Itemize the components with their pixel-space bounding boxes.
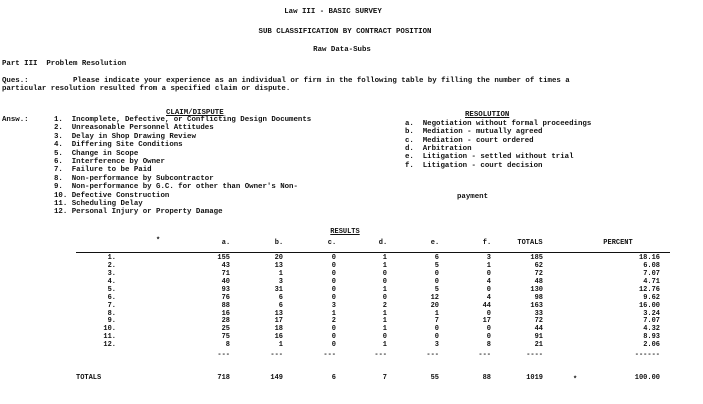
table-cell: 72	[534, 317, 543, 326]
resolution-item: d. Arbitration	[405, 144, 472, 153]
table-cell: 155	[217, 254, 230, 262]
table-cell: 40	[221, 277, 230, 286]
table-cell: 7	[434, 317, 439, 326]
table-cell: 3	[434, 341, 439, 350]
totals-cell: 1019	[526, 374, 543, 382]
table-cell: 7.07	[643, 317, 660, 326]
table-cell: 20	[274, 254, 283, 262]
row-label: 10.	[103, 325, 116, 334]
table-cell: 91	[534, 333, 543, 342]
table-cell: 0	[331, 293, 336, 302]
table-cell: 0	[331, 325, 336, 334]
claim-item: 7. Failure to be Paid	[54, 166, 152, 175]
table-cell: 71	[221, 269, 230, 278]
table-cell: 1	[382, 325, 387, 334]
table-cell: 4	[486, 277, 491, 286]
table-rule	[76, 252, 670, 253]
column-header: b.	[274, 239, 284, 247]
table-cell: 16	[274, 333, 283, 342]
table-cell: 5	[434, 261, 439, 270]
table-cell: 88	[221, 301, 230, 310]
row-label: 12.	[103, 341, 116, 350]
claim-item: 10. Defective Construction	[54, 191, 170, 200]
table-cell: 0	[486, 309, 491, 318]
table-cell: 76	[221, 293, 230, 302]
column-header: PERCENT	[603, 239, 633, 247]
claim-item: 4. Differing Site Conditions	[54, 141, 183, 150]
answer-label: Answ.:	[2, 116, 29, 124]
row-label: 1.	[107, 254, 116, 262]
totals-cell: 88	[482, 374, 491, 382]
table-cell: 4.71	[643, 277, 660, 286]
table-cell: 0	[486, 269, 491, 278]
column-header: TOTALS	[517, 239, 543, 247]
table-cell: 0	[434, 269, 439, 278]
table-cell: 6.08	[643, 261, 660, 270]
table-cell: 18.16	[638, 254, 660, 262]
table-cell: 43	[221, 261, 230, 270]
dataset-label: Raw Data-Subs	[313, 46, 371, 54]
table-cell: 33	[534, 309, 543, 318]
dash-separator: ---	[478, 351, 491, 360]
table-cell: 7.07	[643, 269, 660, 278]
table-cell: 13	[274, 261, 283, 270]
table-cell: 16	[221, 309, 230, 318]
table-cell: 1	[382, 317, 387, 326]
table-cell: 0	[486, 333, 491, 342]
row-label: 5.	[107, 285, 116, 294]
totals-cell: 718	[217, 374, 230, 382]
table-cell: 6	[278, 301, 283, 310]
totals-cell: 6	[331, 374, 336, 382]
claim-item: 9. Non-performance by G.C. for other than Owner's Non-	[54, 183, 298, 192]
table-cell: 3	[486, 254, 491, 262]
claim-item: 6. Interference by Owner	[54, 158, 165, 166]
claim-item: 3. Delay in Shop Drawing Review	[54, 132, 196, 141]
table-cell: 12.76	[638, 285, 660, 294]
table-cell: 1	[382, 309, 387, 318]
question-line-2: particular resolution resulted from a specified claim or dispute.	[2, 85, 291, 93]
claim-item: 1. Incomplete, Defective, or Conflicting Design Documents	[54, 116, 312, 124]
table-cell: 1	[278, 341, 283, 350]
row-label: 3.	[107, 269, 116, 278]
row-label: 11.	[103, 333, 116, 342]
table-cell: 44	[534, 325, 543, 334]
row-label: 2.	[107, 261, 116, 270]
table-cell: 0	[434, 333, 439, 342]
totals-cell: 149	[270, 374, 283, 382]
row-label: 8.	[107, 309, 116, 318]
table-cell: 1	[278, 269, 283, 278]
question-label: Ques.:	[2, 77, 29, 85]
results-heading: RESULTS	[330, 228, 360, 236]
dash-separator: ---	[323, 351, 336, 360]
table-cell: 0	[382, 269, 387, 278]
table-cell: 2	[331, 317, 336, 326]
table-cell: 6	[434, 254, 439, 262]
dash-separator: ---	[426, 351, 439, 360]
claim-item: 8. Non-performance by Subcontractor	[54, 174, 214, 183]
row-label: 6.	[107, 293, 116, 302]
row-label: 4.	[107, 277, 116, 286]
question-line-1: Please indicate your experience as an individual or firm in the following table by filling the number of times a	[73, 77, 570, 85]
resolution-item: a. Negotiation without formal proceedings	[405, 120, 592, 128]
table-cell: 62	[534, 261, 543, 270]
table-cell: 17	[482, 317, 491, 326]
table-cell: 8.93	[643, 333, 660, 342]
table-cell: 3	[331, 301, 336, 310]
dash-separator: ---	[217, 351, 230, 360]
claim-item: 12. Personal Injury or Property Damage	[54, 208, 223, 217]
table-cell: 185	[530, 254, 543, 262]
table-cell: 20	[430, 301, 439, 310]
table-cell: 0	[382, 293, 387, 302]
column-header: a.	[221, 239, 231, 247]
table-cell: 0	[331, 254, 336, 262]
table-cell: 98	[534, 293, 543, 302]
table-cell: 0	[331, 261, 336, 270]
table-cell: 0	[434, 277, 439, 286]
resolution-item: b. Mediation - mutually agreed	[405, 128, 543, 137]
table-cell: 0	[382, 333, 387, 342]
table-cell: 9.62	[643, 293, 660, 302]
table-cell: 0	[486, 325, 491, 334]
claims-heading: CLAIM/DISPUTE	[166, 109, 224, 117]
table-cell: 0	[331, 341, 336, 350]
table-cell: 0	[486, 285, 491, 294]
table-cell: 44	[482, 301, 491, 310]
totals-cell: 7	[382, 374, 387, 382]
totals-star: *	[573, 376, 578, 384]
table-cell: 8	[486, 341, 491, 350]
table-cell: 163	[530, 301, 543, 310]
table-cell: 3	[278, 277, 283, 286]
table-cell: 13	[274, 309, 283, 318]
table-cell: 1	[382, 285, 387, 294]
table-cell: 6	[278, 293, 283, 302]
totals-cell: 55	[430, 374, 439, 382]
resolution-item: c. Mediation - court ordered	[405, 136, 534, 145]
table-cell: 0	[331, 277, 336, 286]
table-cell: 21	[534, 341, 543, 350]
document-title: Law III - BASIC SURVEY	[284, 8, 382, 16]
claim-item: 2. Unreasonable Personnel Attitudes	[54, 124, 214, 133]
table-cell: 5	[434, 285, 439, 294]
claim-9-continuation: payment	[457, 193, 489, 201]
table-cell: 75	[221, 333, 230, 342]
table-cell: 0	[382, 277, 387, 286]
resolution-item: f. Litigation - court decision	[405, 161, 543, 170]
table-cell: 0	[331, 333, 336, 342]
table-cell: 28	[221, 317, 230, 326]
table-cell: 130	[530, 285, 543, 294]
table-cell: 93	[221, 285, 230, 294]
table-cell: 1	[382, 261, 387, 270]
document-subtitle: SUB CLASSIFICATION BY CONTRACT POSITION	[258, 28, 432, 36]
table-cell: 48	[534, 277, 543, 286]
table-cell: 16.00	[638, 301, 660, 310]
table-cell: 17	[274, 317, 283, 326]
table-cell: 31	[274, 285, 283, 294]
table-cell: 72	[534, 269, 543, 278]
table-cell: 2.06	[643, 341, 660, 350]
table-cell: 12	[430, 293, 439, 302]
claim-item: 5. Change in Scope	[54, 149, 139, 158]
table-cell: 3.24	[643, 309, 660, 318]
totals-label: TOTALS	[76, 374, 102, 382]
dash-separator: ---	[270, 351, 283, 360]
table-cell: 0	[434, 325, 439, 334]
table-cell: 1	[434, 309, 439, 318]
table-cell: 0	[331, 269, 336, 278]
totals-cell: 100.00	[634, 374, 660, 382]
table-cell: 25	[221, 325, 230, 334]
dash-separator: ------	[634, 351, 660, 360]
table-cell: 1	[331, 309, 336, 318]
resolution-item: e. Litigation - settled without trial	[405, 153, 574, 162]
row-label: 7.	[107, 301, 116, 310]
column-header: c.	[327, 239, 337, 247]
dash-separator: ---	[374, 351, 387, 360]
table-cell: 4.32	[643, 325, 660, 334]
table-cell: 18	[274, 325, 283, 334]
column-header: d.	[378, 239, 388, 247]
column-header: f.	[482, 239, 492, 247]
table-cell: 4	[486, 293, 491, 302]
star-marker: *	[156, 237, 161, 245]
table-cell: 8	[225, 341, 230, 350]
part-heading: Part III Problem Resolution	[2, 60, 127, 68]
table-cell: 1	[382, 341, 387, 350]
dash-separator: ----	[526, 351, 543, 360]
claim-item: 11. Scheduling Delay	[54, 200, 143, 208]
table-cell: 1	[486, 261, 491, 270]
table-cell: 2	[382, 301, 387, 310]
resolution-heading: RESOLUTION	[465, 111, 510, 119]
table-cell: 1	[382, 254, 387, 262]
table-cell: 0	[331, 285, 336, 294]
column-header: e.	[430, 239, 440, 247]
row-label: 9.	[107, 317, 116, 326]
